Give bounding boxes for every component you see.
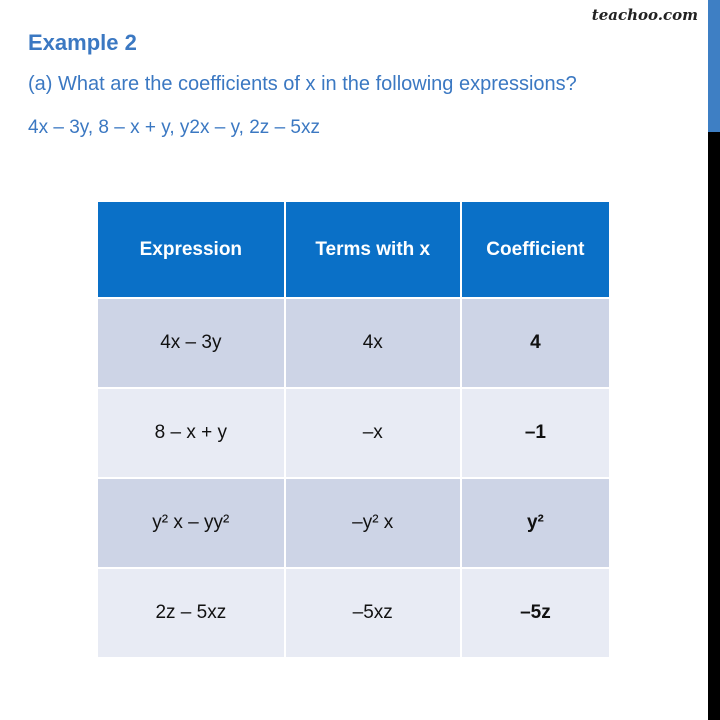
cell-expression: y² x – yy² [98,478,285,568]
table-row [98,568,609,657]
table-header-row [98,202,609,298]
cell-expression: 4x – 3y [98,298,285,388]
page-title: Example 2 [28,30,137,55]
watermark-logo: teachoo.com [591,6,698,24]
cell-term: –x [285,388,461,478]
cell-coefficient: –1 [461,388,609,478]
table-row [98,388,609,478]
question-text: (a) What are the coefficients of x in the following expressions? [28,73,577,95]
cell-expression: 2z – 5xz [98,568,285,657]
header-coefficient: Coefficient [461,202,609,298]
cell-term: 4x [285,298,461,388]
side-strip-accent [708,0,720,132]
coefficient-table [98,202,609,657]
table-row [98,478,609,568]
cell-term: –5xz [285,568,461,657]
table-row [98,298,609,388]
cell-coefficient: y² [461,478,609,568]
expressions-list: 4x – 3y, 8 – x + y, y2x – y, 2z – 5xz [28,117,320,138]
header-terms-with-x: Terms with x [285,202,461,298]
cell-expression: 8 – x + y [98,388,285,478]
cell-coefficient: –5z [461,568,609,657]
cell-coefficient: 4 [461,298,609,388]
header-expression: Expression [98,202,285,298]
side-strip [708,0,720,720]
cell-term: –y² x [285,478,461,568]
